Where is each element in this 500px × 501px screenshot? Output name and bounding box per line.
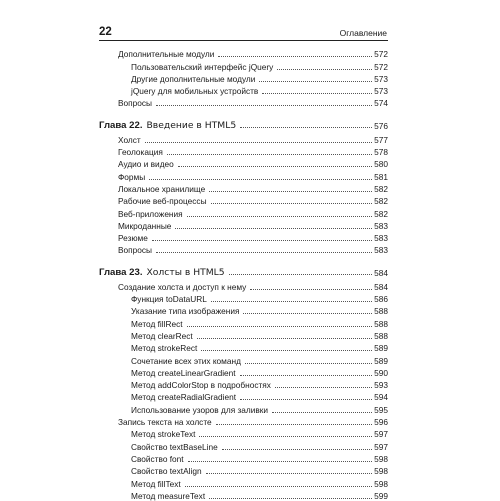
page-ref: 573 bbox=[374, 73, 388, 84]
toc-section-entry bbox=[99, 194, 388, 206]
toc-subsection-entry bbox=[99, 59, 388, 71]
dot-leader bbox=[145, 142, 372, 143]
page-ref: 578 bbox=[374, 147, 388, 158]
entry-title: Сочетание всех этих команд bbox=[131, 355, 241, 366]
toc-subsection-entry bbox=[99, 341, 388, 353]
entry-title: Метод addColorStop в подробностях bbox=[131, 380, 271, 391]
dot-leader bbox=[218, 56, 372, 57]
page-ref: 594 bbox=[374, 392, 388, 403]
page-ref: 588 bbox=[374, 330, 388, 341]
toc-chapter-heading bbox=[99, 264, 388, 278]
dot-leader bbox=[156, 252, 372, 253]
toc-chapter-heading bbox=[99, 117, 388, 131]
toc-section-entry bbox=[99, 132, 388, 144]
page-ref: 598 bbox=[374, 466, 388, 477]
toc-section-entry bbox=[99, 47, 388, 59]
entry-title: Свойство textAlign bbox=[131, 466, 202, 477]
dot-leader bbox=[199, 436, 372, 437]
toc-subsection-entry bbox=[99, 292, 388, 304]
dot-leader bbox=[259, 81, 372, 82]
dot-leader bbox=[211, 301, 372, 302]
toc-subsection-entry bbox=[99, 316, 388, 328]
entry-title: Вопросы bbox=[118, 245, 152, 256]
entry-title: Резюме bbox=[118, 233, 148, 244]
toc-subsection-entry bbox=[99, 390, 388, 402]
page-ref: 593 bbox=[374, 380, 388, 391]
entry-title: Формы bbox=[118, 171, 146, 182]
toc-subsection-entry bbox=[99, 427, 388, 439]
toc-subsection-entry bbox=[99, 476, 388, 488]
toc-subsection-entry bbox=[99, 329, 388, 341]
dot-leader bbox=[262, 93, 372, 94]
dot-leader bbox=[245, 363, 372, 364]
header-rule bbox=[99, 40, 388, 41]
page-ref: 572 bbox=[374, 61, 388, 72]
entry-title: Локальное хранилище bbox=[118, 183, 206, 194]
dot-leader bbox=[277, 69, 372, 70]
page-ref: 573 bbox=[374, 86, 388, 97]
running-head: Оглавление bbox=[339, 28, 387, 38]
page-ref: 596 bbox=[374, 417, 388, 428]
toc-subsection-entry bbox=[99, 452, 388, 464]
dot-leader bbox=[197, 338, 372, 339]
toc-subsection-entry bbox=[99, 304, 388, 316]
entry-title: Метод strokeRect bbox=[131, 343, 198, 354]
chapter-title: Введение в HTML5 bbox=[146, 120, 237, 132]
toc-subsection-entry bbox=[99, 402, 388, 414]
page-ref: 597 bbox=[374, 429, 388, 440]
entry-title: Метод fillText bbox=[131, 478, 181, 489]
dot-leader bbox=[187, 326, 373, 327]
dot-leader bbox=[275, 387, 372, 388]
dot-leader bbox=[240, 375, 373, 376]
table-of-contents bbox=[99, 47, 388, 501]
toc-section-entry bbox=[99, 279, 388, 291]
entry-title: Указание типа изображения bbox=[131, 306, 240, 317]
page-ref: 598 bbox=[374, 478, 388, 489]
page-ref: 582 bbox=[374, 208, 388, 219]
dot-leader bbox=[216, 424, 373, 425]
dot-leader bbox=[229, 274, 373, 275]
entry-title: Вопросы bbox=[118, 98, 152, 109]
toc-subsection-entry bbox=[99, 72, 388, 84]
entry-title: Дополнительные модули bbox=[118, 49, 215, 60]
page-ref: 581 bbox=[374, 171, 388, 182]
page-ref: 598 bbox=[374, 453, 388, 464]
page-ref: 590 bbox=[374, 367, 388, 378]
chapter-label: Глава 22. bbox=[99, 120, 143, 132]
page-ref: 586 bbox=[374, 294, 388, 305]
page-ref: 589 bbox=[374, 355, 388, 366]
entry-title: Свойство font bbox=[131, 453, 184, 464]
entry-title: Свойство textBaseLine bbox=[131, 441, 218, 452]
dot-leader bbox=[185, 486, 372, 487]
dot-leader bbox=[250, 289, 372, 290]
page-ref: 584 bbox=[374, 281, 388, 292]
entry-title: Аудио и видео bbox=[118, 159, 174, 170]
page-ref: 572 bbox=[374, 49, 388, 60]
dot-leader bbox=[209, 498, 372, 499]
entry-title: Запись текста на холсте bbox=[118, 417, 212, 428]
toc-section-entry bbox=[99, 206, 388, 218]
dot-leader bbox=[211, 203, 373, 204]
page-ref: 574 bbox=[374, 98, 388, 109]
toc-subsection-entry bbox=[99, 489, 388, 501]
entry-title: Холст bbox=[118, 134, 141, 145]
dot-leader bbox=[156, 105, 372, 106]
toc-subsection-entry bbox=[99, 84, 388, 96]
page-ref: 588 bbox=[374, 318, 388, 329]
dot-leader bbox=[201, 350, 372, 351]
dot-leader bbox=[272, 412, 372, 413]
dot-leader bbox=[188, 461, 373, 462]
dot-leader bbox=[178, 166, 372, 167]
dot-leader bbox=[209, 191, 372, 192]
toc-section-entry bbox=[99, 182, 388, 194]
page-ref: 583 bbox=[374, 245, 388, 256]
entry-title: jQuery для мобильных устройств bbox=[131, 86, 259, 97]
chapter-title: Холсты в HTML5 bbox=[146, 267, 225, 279]
entry-title: Метод strokeText bbox=[131, 429, 196, 440]
entry-title: Метод clearRect bbox=[131, 330, 193, 341]
entry-title: Метод createLinearGradient bbox=[131, 367, 236, 378]
page-ref: 582 bbox=[374, 183, 388, 194]
toc-section-entry bbox=[99, 231, 388, 243]
dot-leader bbox=[206, 473, 373, 474]
entry-title: Функция toDataURL bbox=[131, 294, 207, 305]
dot-leader bbox=[149, 179, 372, 180]
page-ref: 582 bbox=[374, 196, 388, 207]
dot-leader bbox=[240, 399, 372, 400]
toc-subsection-entry bbox=[99, 366, 388, 378]
page-ref: 589 bbox=[374, 343, 388, 354]
dot-leader bbox=[167, 154, 372, 155]
dot-leader bbox=[152, 240, 372, 241]
entry-title: Рабочие веб-процессы bbox=[118, 196, 207, 207]
entry-title: Использование узоров для заливки bbox=[131, 404, 269, 415]
entry-title: Веб-приложения bbox=[118, 208, 183, 219]
toc-section-entry bbox=[99, 145, 388, 157]
entry-title: Другие дополнительные модули bbox=[131, 73, 256, 84]
page-ref: 580 bbox=[374, 159, 388, 170]
toc-subsection-entry bbox=[99, 378, 388, 390]
chapter-label: Глава 23. bbox=[99, 267, 143, 279]
toc-subsection-entry bbox=[99, 439, 388, 451]
toc-section-entry bbox=[99, 219, 388, 231]
toc-section-entry bbox=[99, 96, 388, 108]
page-ref: 577 bbox=[374, 134, 388, 145]
dot-leader bbox=[243, 313, 372, 314]
toc-section-entry bbox=[99, 169, 388, 181]
page-ref: 595 bbox=[374, 404, 388, 415]
entry-title: Создание холста и доступ к нему bbox=[118, 281, 247, 292]
entry-title: Микроданные bbox=[118, 220, 172, 231]
page-number: 22 bbox=[99, 26, 112, 38]
dot-leader bbox=[187, 216, 373, 217]
entry-title: Пользовательский интерфейс jQuery bbox=[131, 61, 274, 72]
dot-leader bbox=[175, 228, 372, 229]
dot-leader bbox=[222, 449, 372, 450]
toc-section-entry bbox=[99, 243, 388, 255]
entry-title: Метод createRadialGradient bbox=[131, 392, 237, 403]
page-ref: 583 bbox=[374, 220, 388, 231]
page-ref: 583 bbox=[374, 233, 388, 244]
toc-subsection-entry bbox=[99, 353, 388, 365]
page-ref: 584 bbox=[374, 268, 388, 279]
entry-title: Метод fillRect bbox=[131, 318, 183, 329]
entry-title: Геолокация bbox=[118, 147, 163, 158]
page-ref: 597 bbox=[374, 441, 388, 452]
entry-title: Метод measureText bbox=[131, 490, 206, 501]
page-ref: 588 bbox=[374, 306, 388, 317]
toc-section-entry bbox=[99, 415, 388, 427]
toc-section-entry bbox=[99, 157, 388, 169]
toc-subsection-entry bbox=[99, 464, 388, 476]
dot-leader bbox=[240, 127, 372, 128]
page-ref: 599 bbox=[374, 490, 388, 501]
page-ref: 576 bbox=[374, 121, 388, 132]
